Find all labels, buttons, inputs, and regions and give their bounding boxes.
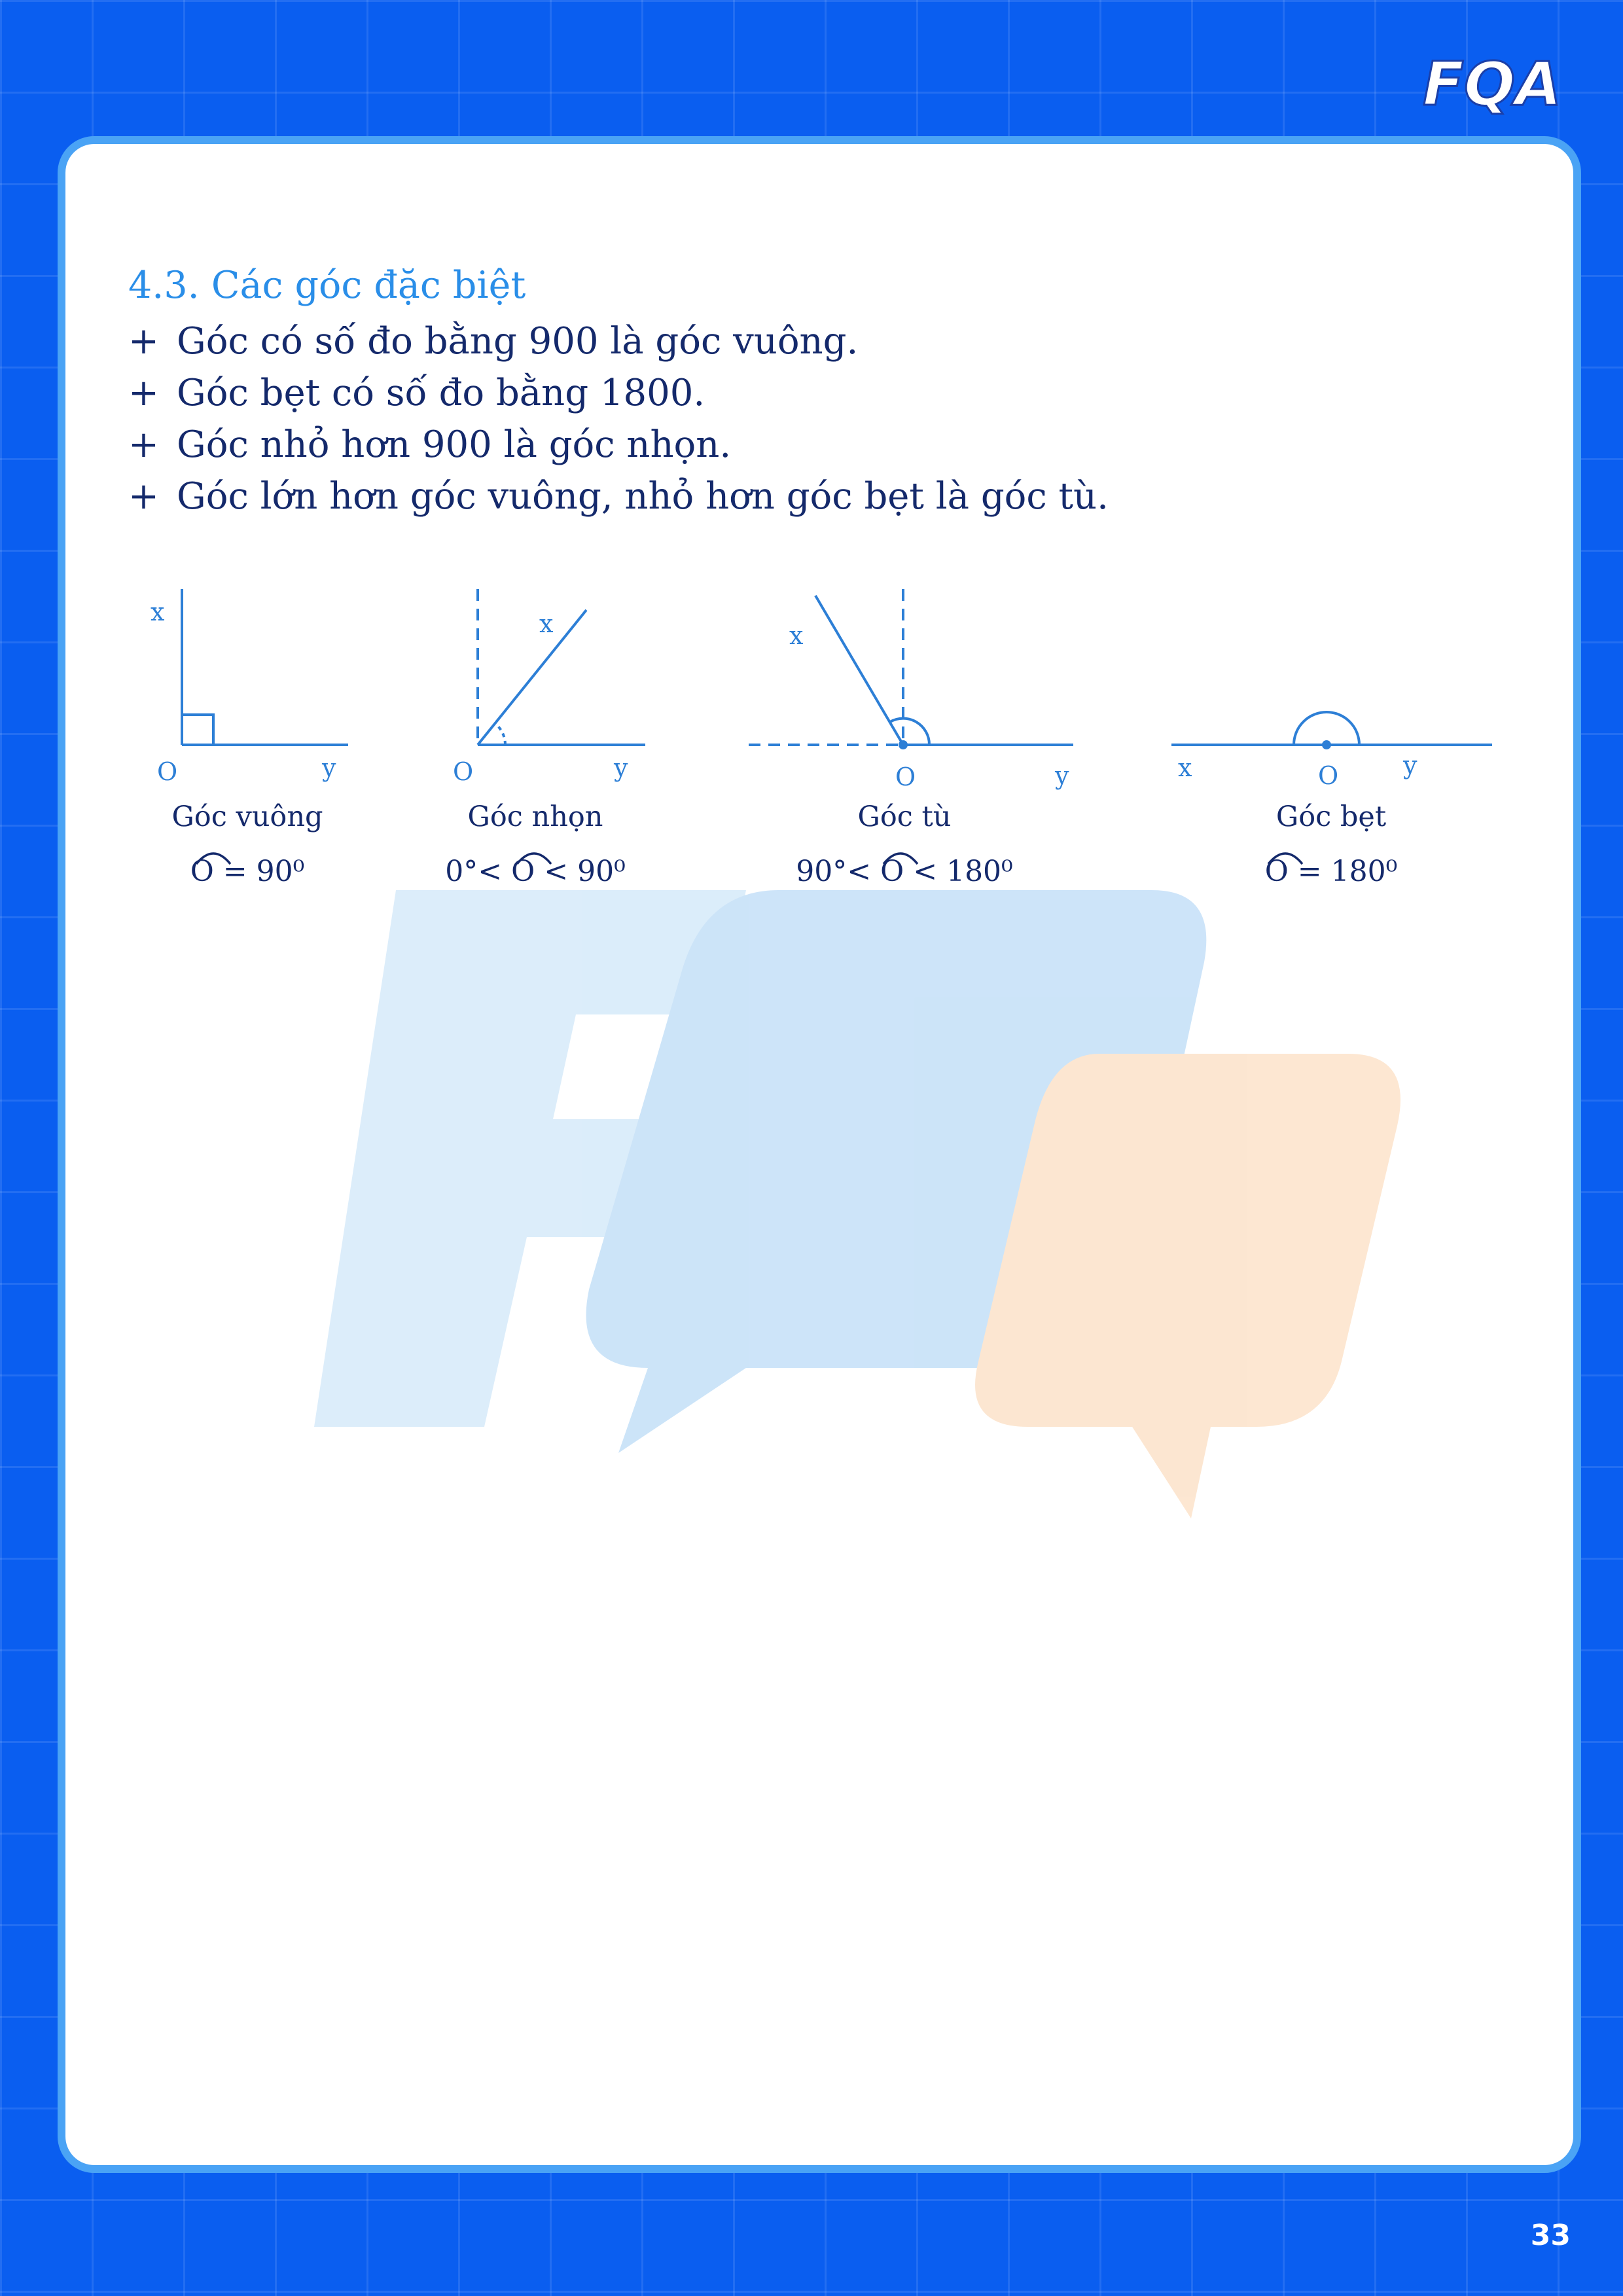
obtuse-angle-ray-x	[815, 596, 903, 745]
obtuse-angle-label-o: O	[895, 762, 916, 791]
watermark-a-bubble	[975, 1054, 1400, 1518]
bullet-plus: +	[128, 423, 159, 466]
formula-lower-bound: 90°<	[796, 855, 872, 888]
formula-lower-bound: 0°<	[445, 855, 503, 888]
formula-relation: < 180⁰	[913, 855, 1013, 888]
fqa-logo	[1419, 41, 1561, 119]
right-angle-label-y: y	[322, 753, 336, 782]
content-card	[58, 136, 1581, 2173]
right-angle-caption: Góc vuông	[171, 800, 323, 833]
acute-angle-label-x: x	[539, 609, 554, 638]
straight-angle-label-o: O	[1318, 761, 1339, 790]
fqa-logo-text: FQA	[1423, 49, 1561, 119]
acute-angle-ray-x	[478, 610, 586, 745]
formula-angle: O	[511, 855, 535, 888]
obtuse-vertex-dot	[899, 740, 908, 749]
obtuse-angle-label-x: x	[789, 621, 804, 650]
straight-vertex-dot	[1322, 740, 1331, 749]
bullet-plus: +	[128, 475, 159, 518]
acute-angle-caption: Góc nhọn	[467, 800, 603, 833]
acute-angle-label-y: y	[614, 753, 628, 782]
right-angle-label-x: x	[151, 598, 165, 626]
rule-text: Góc lớn hơn góc vuông, nhỏ hơn góc bẹt là góc tù.	[177, 475, 1109, 518]
straight-angle-label-x: x	[1178, 753, 1192, 782]
angle-figures	[65, 144, 1573, 1060]
section-heading: 4.3. Các góc đặc biệt	[128, 264, 526, 307]
acute-angle-arc	[495, 723, 505, 745]
acute-angle-formula	[445, 855, 625, 888]
watermark-text: FQA	[760, 1276, 942, 1367]
rule-text: Góc bẹt có số đo bằng 1800.	[177, 372, 705, 414]
right-angle-marker	[182, 715, 213, 745]
formula-angle: O	[190, 855, 214, 888]
page-number: 33	[1530, 2219, 1571, 2252]
formula-relation: < 90⁰	[544, 855, 626, 888]
obtuse-angle-caption: Góc tù	[857, 800, 952, 833]
formula-angle: O	[1264, 855, 1289, 888]
straight-angle-caption: Góc bẹt	[1275, 800, 1387, 833]
obtuse-angle-label-y: y	[1055, 761, 1069, 790]
acute-angle-label-o: O	[453, 757, 474, 786]
right-angle-formula	[190, 855, 305, 888]
formula-relation: = 90⁰	[223, 855, 305, 888]
straight-angle-arc	[1294, 712, 1359, 745]
right-angle-label-o: O	[157, 757, 178, 786]
bullet-plus: +	[128, 372, 159, 414]
bullet-plus: +	[128, 320, 159, 363]
formula-relation: = 180⁰	[1297, 855, 1398, 888]
formula-angle: O	[880, 855, 904, 888]
rule-text: Góc có số đo bằng 900 là góc vuông.	[177, 320, 859, 363]
straight-angle-formula	[1265, 855, 1398, 888]
straight-angle-label-y: y	[1403, 751, 1418, 780]
obtuse-angle-formula	[796, 855, 1012, 888]
rule-text: Góc nhỏ hơn 900 là góc nhọn.	[177, 423, 732, 466]
